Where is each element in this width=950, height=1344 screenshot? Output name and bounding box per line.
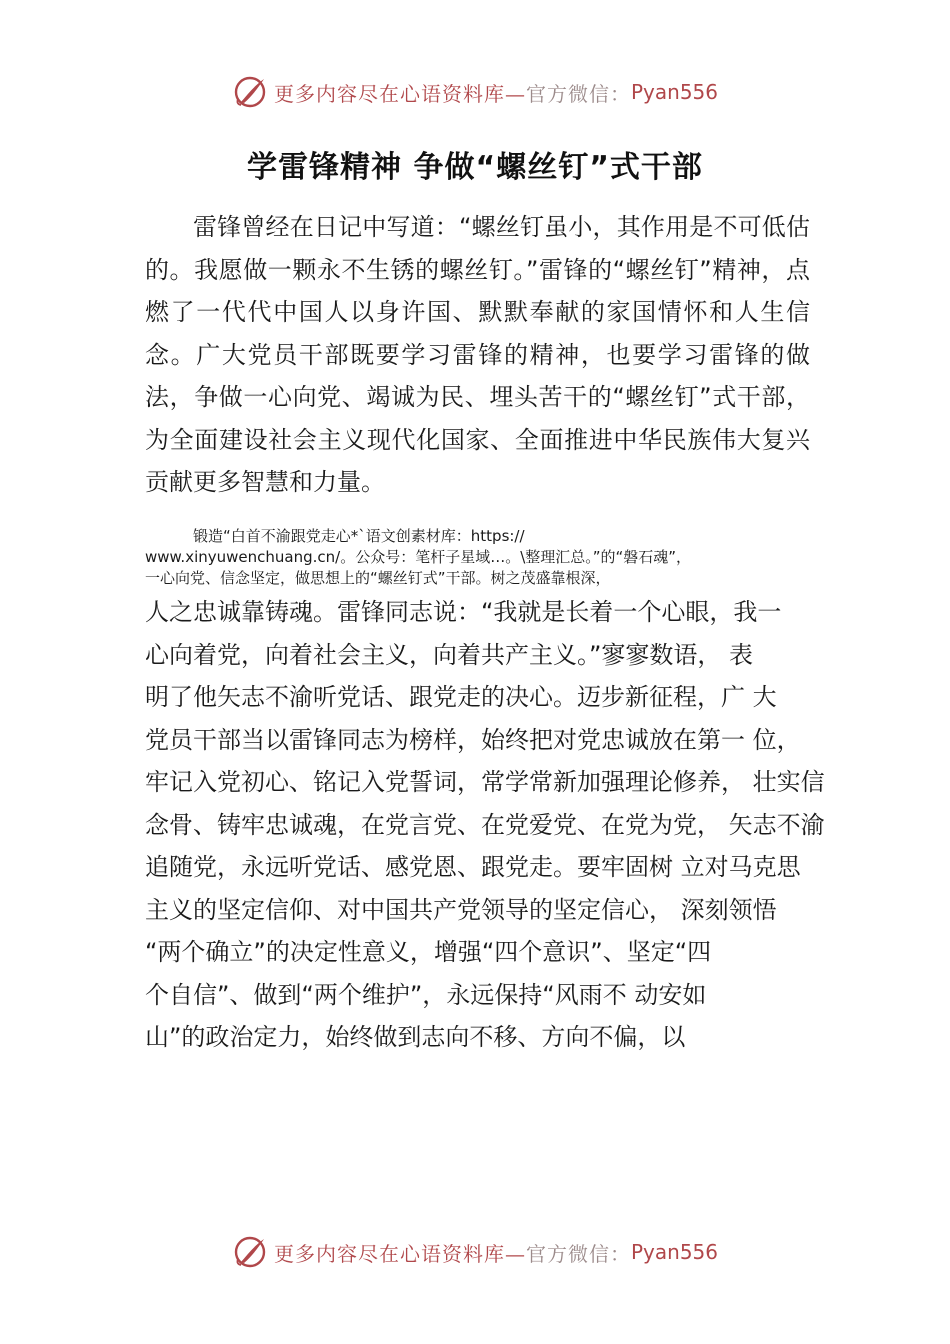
header-wechat-label: 官方微信： <box>525 81 631 106</box>
note-line: www.xinyuwenchuang.cn/。公众号：笔杆子星域…。\整理汇总。”的“磐石魂”， <box>145 548 692 566</box>
note-line: 一心向党、信念坚定，做思想上的“螺丝钉式”干部。树之茂盛靠根深， <box>145 569 611 587</box>
paragraph-line: “两个确立”的决定性意义，增强“四个意识”、坚定“四 <box>145 938 712 966</box>
paragraph-line: 党员干部当以雷锋同志为榜样，始终把对党忠诚放在第一 位， <box>145 725 801 754</box>
footer-banner <box>0 1230 950 1274</box>
paragraph-line: 人之忠诚靠铸魂。雷锋同志说：“我就是长着一个心眼，我一 <box>145 598 782 626</box>
quill-circle-logo-icon <box>232 1234 268 1270</box>
footer-wechat-label: 官方微信： <box>525 1241 631 1266</box>
note-line: 锻造“白首不渝跟党走心*`语文创素材库：https:// <box>193 527 525 545</box>
paragraph-line: 念骨、铸牢忠诚魂，在党言党、在党爱党、在党为党， 矢志不渝 <box>145 810 825 839</box>
header-banner <box>0 70 950 114</box>
paragraph-line: 心向着党，向着社会主义，向着共产主义。”寥寥数语， 表 <box>145 640 754 669</box>
article-title: 学雷锋精神 争做“螺丝钉”式干部 <box>247 150 703 185</box>
footer-account: Pyan556 <box>630 1240 718 1264</box>
footer-slogan: 更多内容尽在心语资料库— <box>273 1241 526 1266</box>
header-account: Pyan556 <box>630 80 718 104</box>
article-paragraph-1: 雷锋曾经在日记中写道：“螺丝钉虽小，其作用是不可低估的。我愿做一颗永不生锈的螺丝钉。”雷锋的“螺丝钉”精神，点燃了一代代中国人以身许国、默默奉献的家国情怀和人生信念。广大党员干部既要学习雷锋的精神，也要学习雷锋的做法，争做一心向党、竭诚为民、埋头苦干的“螺丝钉”式干部，为全面建设社会主义现代化国家、全面推进中华民族伟大复兴贡献更多智慧和力量。 <box>145 213 810 496</box>
header-slogan: 更多内容尽在心语资料库— <box>273 81 526 106</box>
paragraph-line: 明了他矢志不渝听党话、跟党走的决心。迈步新征程，广 大 <box>145 683 777 711</box>
paragraph-line: 牢记入党初心、铭记入党誓词，常学常新加强理论修养， 壮实信 <box>145 768 825 796</box>
paragraph-line: 追随党，永远听党话、感党恩、跟党走。要牢固树 立对马克思 <box>145 853 801 881</box>
paragraph-line: 山”的政治定力，始终做到志向不移、方向不偏，以 <box>145 1023 686 1051</box>
quill-circle-logo-icon <box>232 74 268 110</box>
paragraph-line: 主义的坚定信仰、对中国共产党领导的坚定信心， 深刻领悟 <box>145 895 777 924</box>
embedded-note <box>145 526 810 589</box>
paragraph-line: 个自信”、做到“两个维护”，永远保持“风雨不 动安如 <box>145 980 707 1009</box>
article-paragraph-2 <box>145 591 835 1059</box>
